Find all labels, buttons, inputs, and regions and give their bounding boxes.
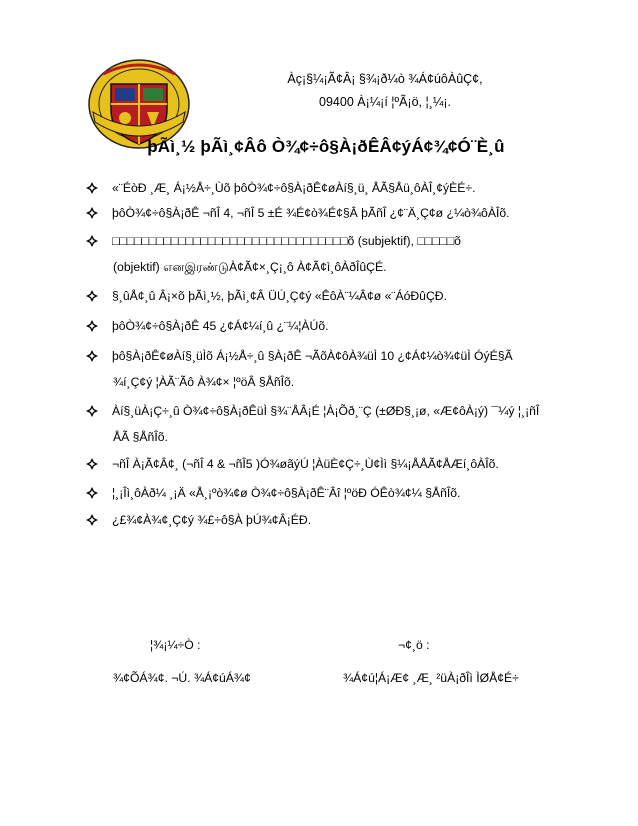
document-title (0, 137, 638, 157)
diamond-bullet-icon (86, 207, 98, 219)
school-address-header: 09400 À¡¼¡í ¦ºÃ¡ö, ¦¸¼¡. (319, 95, 451, 109)
list-item-text: ¿£¾¢À¾¢¸Ç¢ý ¾£÷ô§À þÚ¾¢Â¡ÉÐ. (112, 513, 312, 527)
committee-name: ¾Á¢ú¦Á¡Æ¢ ¸Æ¸ ²üÀ¡ðÎì ÌØÅ¢É÷ (343, 671, 519, 685)
list-item-continuation: ¾í¸Ç¢ý ¦ÀÃ¨Ãô À¾¢× ¦ºöÂ §ÅñÎõ. (113, 375, 295, 389)
diamond-bullet-icon (86, 235, 98, 247)
list-item-text: ¦¸¡Îì¸ôÀð¼ ¸¡Ä «Å¸¡ºò¾¢ø Ò¾¢÷ô§À¡ðÊ¨Âî ¦ºöÐ ÓÊò¾¢¼ §ÅñÎõ. (112, 486, 461, 500)
list-item-continuation: ÅÃ §ÅñÎõ. (113, 430, 168, 444)
list-item-text: þôÒ¾¢÷ô§À¡ðÊ 45 ¿¢Á¢¼í¸û ¿¨¼¦ÀÚõ. (112, 319, 329, 333)
list-item-continuation: (objektif) எனஇரண்டுÀ¢Ã¢×¸Ç¡¸ô À¢Ã¢ì¸ôÀðÎûÇÉ. (113, 260, 387, 274)
diamond-bullet-icon (86, 405, 98, 417)
list-item-text: «¨ÉòÐ ¸Æ¸ Á¡½Å÷¸Ùõ þôÒ¾¢÷ô§À¡ðÊ¢øÀí§¸ü¸ ÅÃ§Åü¸ôÀÎ¸¢ýÈÉ÷. (112, 181, 476, 195)
list-item-text: þôÒ¾¢÷ô§À¡ðÊ ¬ñÎ 4, ¬ñÎ 5 ±É ¾É¢ò¾É¢§Â þÃñÎ ¿¢¨Ä¸Ç¢ø ¿¼ò¾ôÀÎõ. (112, 206, 510, 220)
diamond-bullet-icon (86, 458, 98, 470)
diamond-bullet-icon (86, 514, 98, 526)
school-name-header: Àç¡§¼¡Ã¢Â¡ §¾¡ð¼ò ¾Á¢úôÀûÇ¢, (287, 72, 483, 86)
list-item-text: ¬ñÎ À¡Ã¢Â¢¸ (¬ñÎ 4 & ¬ñÎ5 )Ó¾øãýÚ ¦ÀüÈ¢Ç÷¸Ù¢Ìì §¼¡ÅÅÃ¢ÅÆí¸ôÀÎõ. (112, 457, 499, 471)
list-item-text: þô§À¡ðÊ¢øÀí§¸üÌõ Á¡½Å÷¸û §À¡ðÊ ¬ÃõÀ¢ôÀ¾üÌ 10 ¿¢Á¢¼ò¾¢üÌ ÓýÉ§Ã (112, 349, 513, 363)
list-item-text: □□□□□□□□□□□□□□□□□□□□□□□□□□□□□□□□õ (subjektif), □□□□□õ (112, 234, 461, 248)
prepared-by-label: ¬¢¸ö : (398, 638, 430, 652)
diamond-bullet-icon (86, 182, 98, 194)
document-title-text: þÃì¸½ þÃì¸¢Âô Ò¾¢÷ô§À¡ðÊÂ¢ýÁ¢¾¢Ó¨È¸û (147, 137, 505, 156)
contact-name: ¾¢ÕÁ¾¢. ¬Ú. ¾Á¢úÁ¾¢ (113, 671, 251, 685)
diamond-bullet-icon (86, 350, 98, 362)
diamond-bullet-icon (86, 487, 98, 499)
list-item-text: §¸ûÅ¢¸û Â¡×õ þÃì¸½, þÃì¸¢Â ÜÚ¸Ç¢ý «ÊôÀ¨¼Â¢ø «¨ÁóÐûÇÐ. (112, 289, 447, 303)
diamond-bullet-icon (86, 290, 98, 302)
diamond-bullet-icon (86, 320, 98, 332)
contact-label: ¦¾¡¼÷Ò : (150, 638, 201, 652)
list-item-text: Àí§¸üÀ¡Ç÷¸û Ò¾¢÷ô§À¡ðÊüÌ §¾¨ÅÂ¡É ¦À¡Õð¸¨Ç (±ØÐ§¸¡ø, «Æ¢ôÀ¡ý) ¯¼ý ¦¸¡ñÎ (112, 404, 540, 418)
